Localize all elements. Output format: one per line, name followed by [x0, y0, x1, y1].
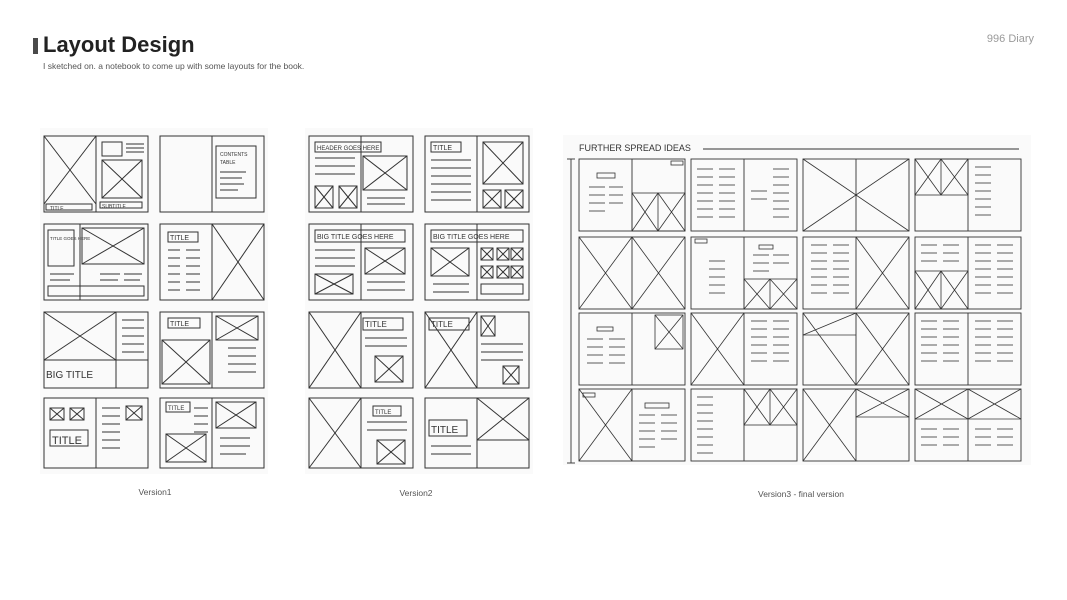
version1-sketch [40, 128, 268, 474]
svg-text:TITLE: TITLE [170, 235, 190, 242]
version2-caption: Version2 [399, 488, 433, 498]
sketch-label: TITLE GOES HERE [50, 236, 91, 241]
svg-text:TITLE: TITLE [431, 320, 453, 329]
brand-label: 996 Diary [986, 33, 1034, 45]
svg-text:TITLE: TITLE [168, 406, 185, 412]
page-subtitle: I sketched on. a notebook to come up with some layouts for the book. [43, 61, 305, 71]
sketch-label: TITLE [50, 206, 64, 212]
sketch-label: BIG TITLE GOES HERE [317, 234, 394, 241]
svg-text:TITLE: TITLE [433, 145, 453, 152]
svg-text:TITLE: TITLE [431, 425, 459, 436]
svg-text:TITLE: TITLE [365, 320, 387, 329]
svg-text:TITLE: TITLE [375, 410, 392, 416]
version2-sketch [305, 128, 533, 474]
version3-sketch [563, 135, 1031, 465]
sketch-label: BIG TITLE [46, 370, 94, 381]
sketch-label: HEADER GOES HERE [317, 146, 380, 152]
svg-text:TITLE: TITLE [170, 321, 190, 328]
sketch-label: SUBTITLE [102, 204, 126, 210]
svg-text:TITLE: TITLE [52, 435, 82, 447]
sketch-heading: FURTHER SPREAD IDEAS [579, 143, 691, 153]
version1-caption: Version1 [138, 487, 172, 497]
title-accent-bar [33, 38, 38, 54]
page-title: Layout Design [43, 32, 195, 57]
version3-caption: Version3 - final version [758, 489, 844, 499]
sketch-label: BIG TITLE GOES HERE [433, 234, 510, 241]
sketch-label: CONTENTS [220, 152, 248, 158]
sketch-label: TABLE [220, 160, 236, 166]
